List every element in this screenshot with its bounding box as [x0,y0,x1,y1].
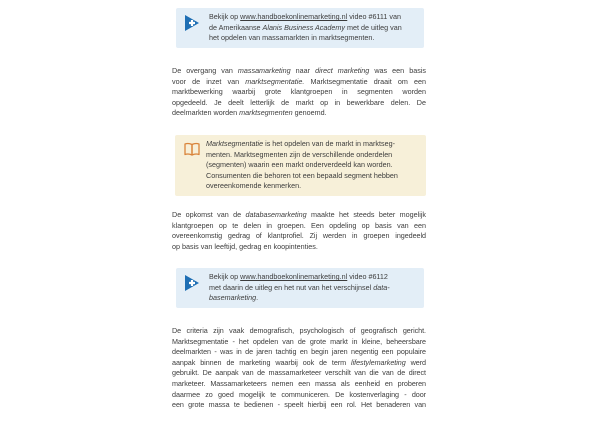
text: werd [405,357,426,367]
video-play-icon [183,14,201,32]
emphasis: data- [373,282,390,292]
text: de Amerikaanse [209,22,263,32]
text: op basis van leeftijd, gedrag en koopintenties. [172,241,318,251]
emphasis: Marktsegmentatie [206,139,264,148]
video-callout-box [176,268,424,308]
video-callout-text [209,12,416,44]
text: gebruikt. De aanpak van de massamarketeer verschilt van die van de direct [172,368,426,378]
text: deelmarkten worden [172,108,240,118]
text: overeenkomstig gedrag of klantprofiel. Zij werden in groepen ingedeeld [172,231,426,241]
definition-box [175,135,426,196]
definition-text [206,139,420,192]
body-paragraph [172,210,426,252]
text: overeenkomende kenmerken. [206,181,302,191]
text: marktbewerking waarbij grote klantgroepen in segmenten worden [172,87,426,97]
text: het opdelen van massamarkten in marktsegmenten. [209,33,375,43]
text: genoemd. [292,108,327,118]
video-callout-box [176,8,424,48]
emphasis: direct marketing [315,66,370,75]
text: Marktsegmentatie - het opdelen van de grote markt in kleine, beheersbare [172,336,426,346]
text: met de uitleg van [344,22,402,32]
text: Bekijk op [209,12,241,21]
website-link[interactable]: www.handboekonlinemarketing.nl [240,12,348,21]
text: (segmenten) waarin een markt onderverdeeld kan worden. [206,160,393,170]
emphasis: lifestylemarketing [351,357,406,367]
book-icon [184,142,200,156]
text: opgedeeld. Je deelt letterlijk de markt op in bewerkbare delen. De [172,97,426,107]
text: naar [290,66,316,75]
text: Marktsegmentatie draait om een [304,76,426,86]
text: De opkomst van de [172,210,246,219]
website-link[interactable]: www.handboekonlinemarketing.nl [240,272,348,281]
text: . [256,293,259,303]
emphasis: marktsegmentatie. [245,76,305,86]
text: voor de inzet van [172,76,246,86]
text: klantgroepen op te delen in groepen. Een opdeling op basis van een [172,220,426,230]
video-callout-text [209,272,416,304]
text: video #6112 [347,272,388,281]
emphasis: databasemarketing [245,210,307,219]
emphasis: massamarketing [237,66,291,75]
emphasis: basemarketing [209,293,257,303]
text: marketeer. Massamarketeers nemen een massa als eenheid en proberen [172,378,426,388]
text: deelmarkten - was in de jaren tachtig en begin jaren negentig een populaire [172,347,426,357]
text: menten. Marktsegmenten zijn de verschillende onderdelen [206,149,393,159]
body-paragraph [172,326,426,411]
text: De overgang van [172,66,238,75]
video-play-icon [183,274,201,292]
text: aanpak binnen de marketing waarbij ook de term [172,357,352,367]
emphasis: Alanis Business Academy [262,22,345,32]
emphasis: marktsegmenten [239,108,293,118]
text: was een basis [369,66,426,75]
body-paragraph [172,66,426,119]
text: een grote massa te bedienen - speelt hierbij een rol. Het benaderen van [172,400,426,410]
text: Bekijk op [209,272,241,281]
text: Consumenten die behoren tot een bepaald segment hebben [206,170,398,180]
text: daarmee zo goed mogelijk te communiceren. De kostenverlaging - door [172,389,426,399]
text: video #6111 van [347,12,401,21]
text: De criteria zijn vaak demografisch, psychologisch of geografisch gericht. [172,326,426,335]
text: is het opdelen van de markt in marktseg- [263,139,395,148]
text: maakte het steeds beter mogelijk [306,210,426,219]
text: met daarin de uitleg en het nut van het verschijnsel [209,282,374,292]
